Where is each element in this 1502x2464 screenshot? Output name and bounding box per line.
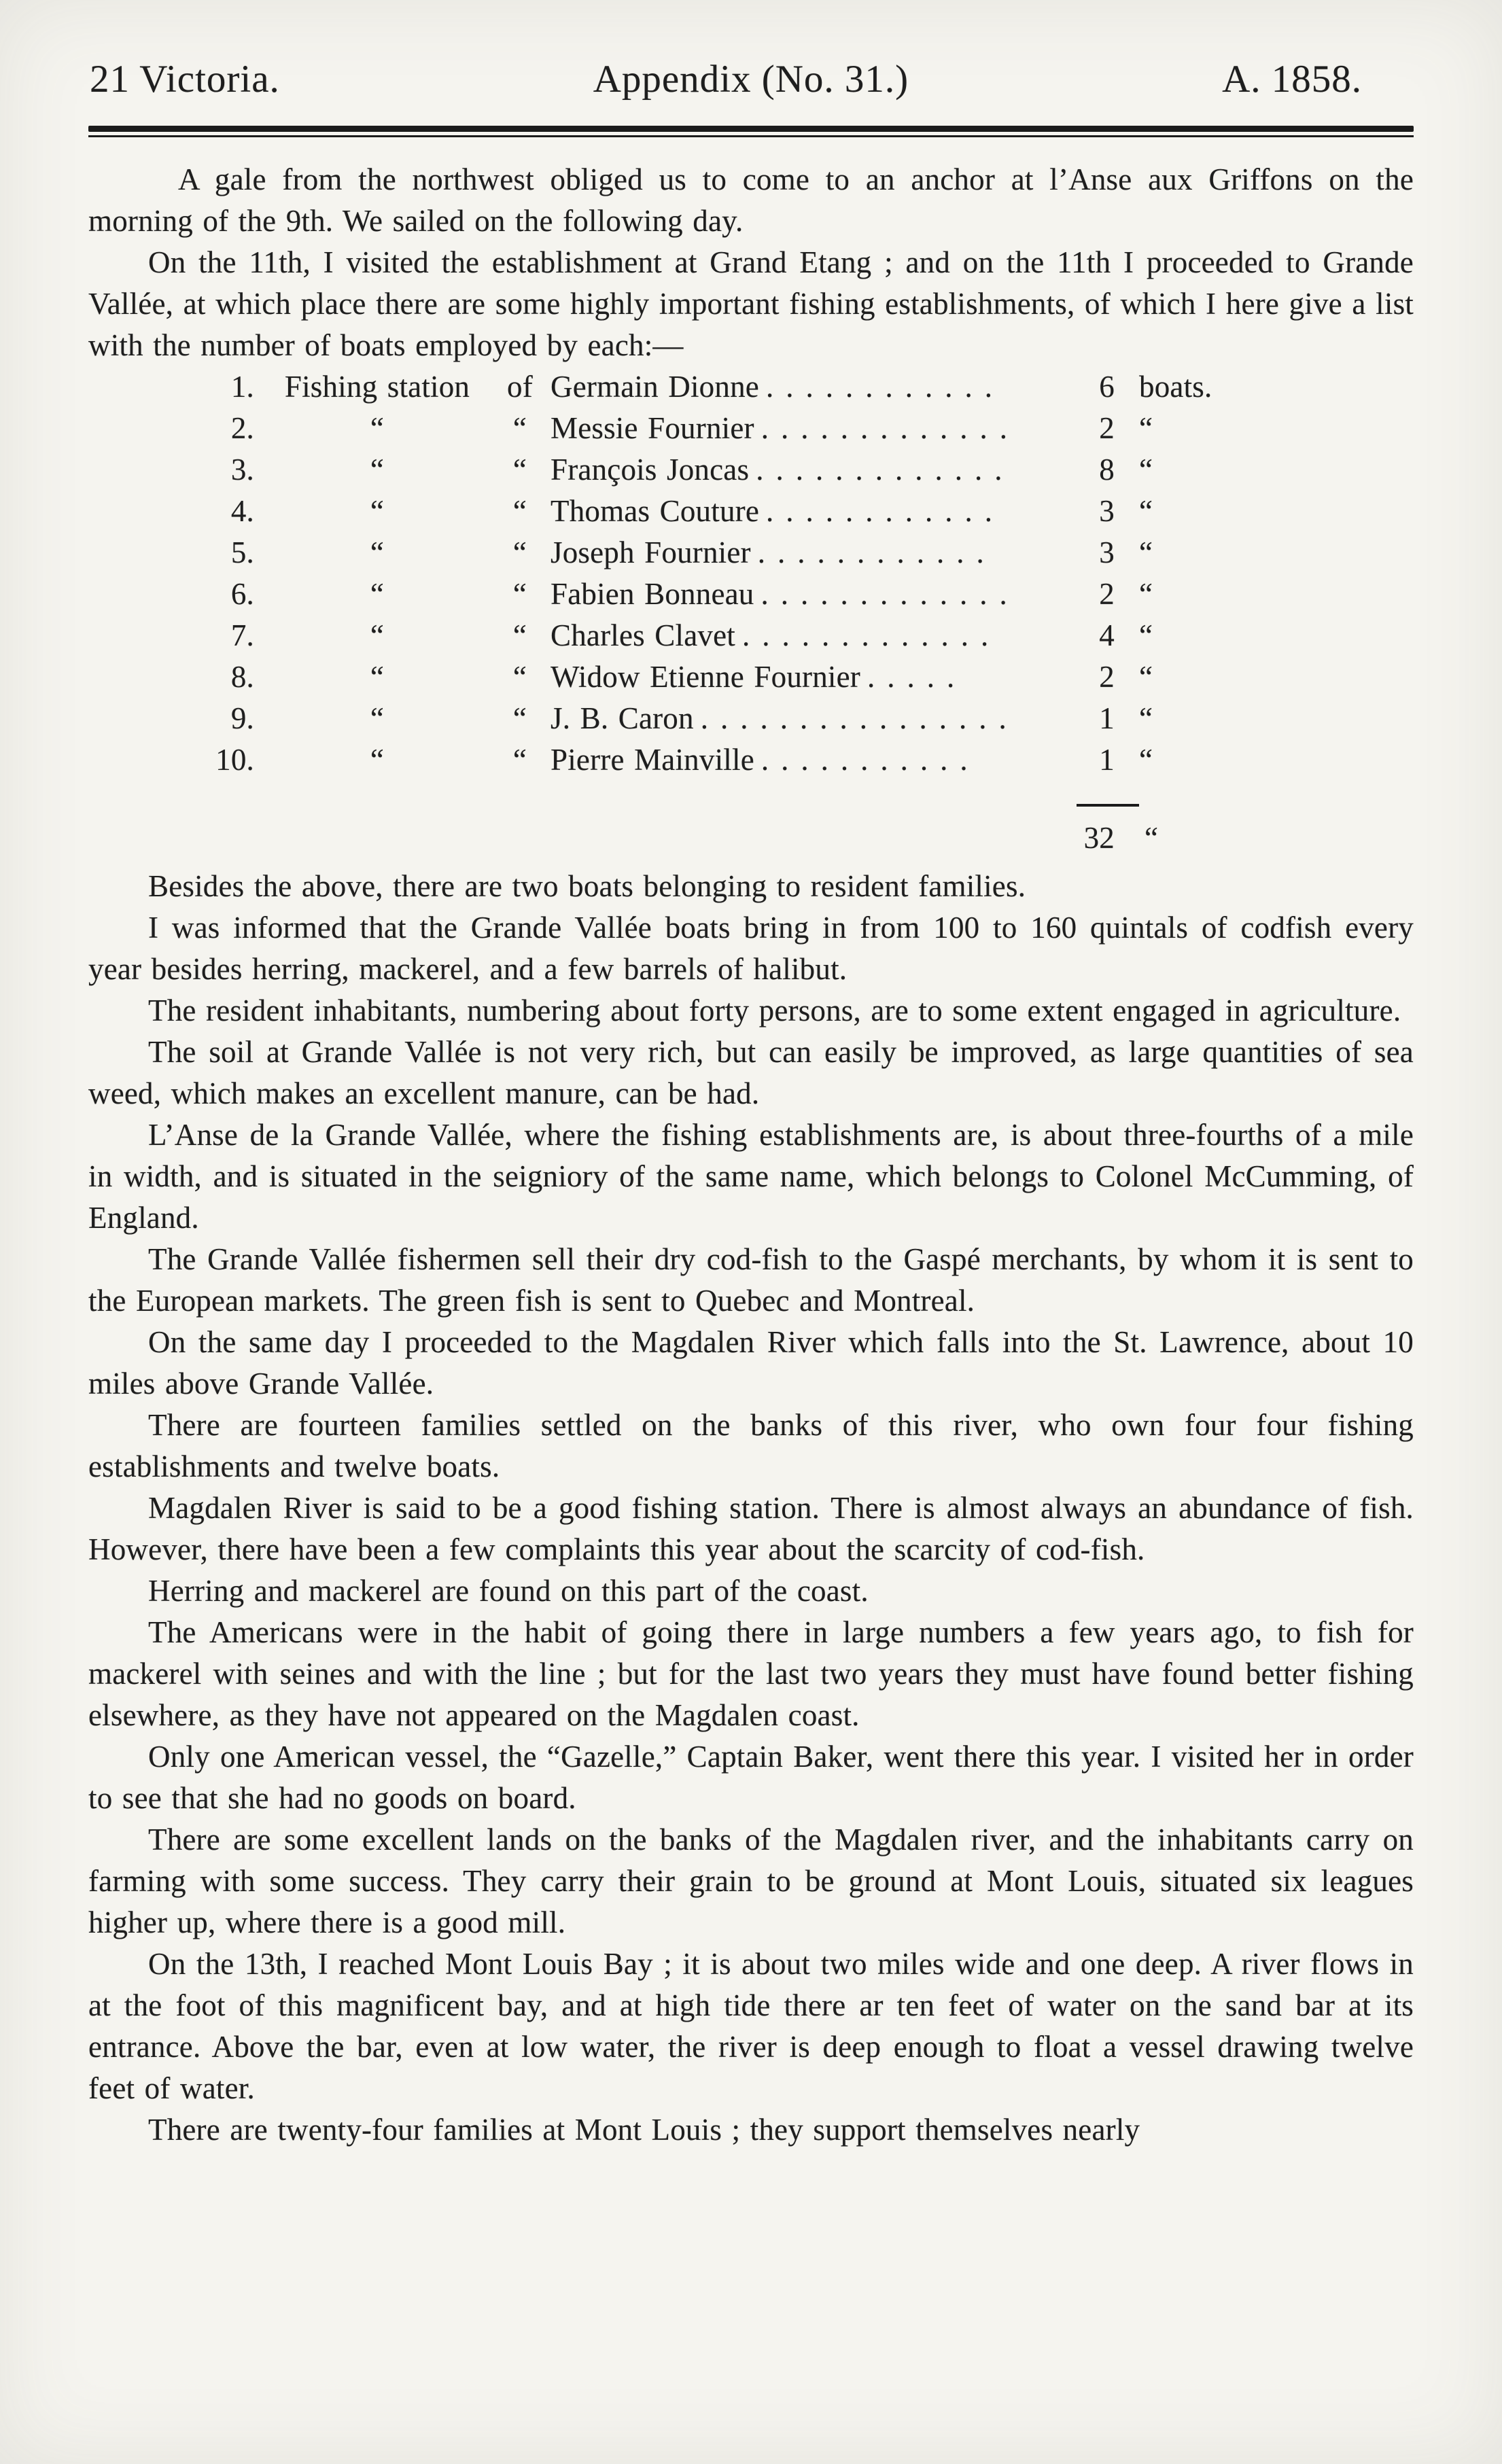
boat-unit: boats. (1139, 370, 1212, 404)
boat-count: 1 (1099, 743, 1115, 777)
list-row (88, 449, 1414, 491)
ditto-mark: “ (370, 494, 385, 528)
fisherman-name: Pierre Mainville (551, 743, 754, 777)
list-row (88, 532, 1414, 574)
fisherman-name-cell (551, 532, 1067, 574)
fisherman-name: Germain Dionne (551, 370, 759, 404)
paragraph: On the 13th, I reached Mont Louis Bay ; it is about two miles wide and one deep. A river flows in at the foot of this magnificent bay, and at high tide there ar ten feet of water on the sand bar at its entrance. Above the bar, even at low water, the river is deep enough to float a vessel drawing twelve feet of water. (88, 1947, 1414, 2105)
paragraph: On the same day I proceeded to the Magdalen River which falls into the St. Lawrence, about 10 miles above Grande Vallée. (88, 1325, 1414, 1401)
regnal-year-label: 21 Victoria. (90, 58, 280, 101)
list-row (88, 366, 1414, 408)
ditto-mark: “ (1139, 701, 1153, 735)
ditto-mark: “ (1139, 453, 1153, 487)
ditto-mark: “ (1139, 411, 1153, 445)
document-body (88, 159, 1414, 2151)
boat-count: 3 (1099, 535, 1115, 569)
leader-dots: ............ (766, 494, 1005, 528)
ditto-mark: “ (370, 577, 385, 611)
paragraph: Besides the above, there are two boats belonging to resident families. (148, 869, 1026, 903)
list-row (88, 408, 1414, 449)
boat-count: 2 (1099, 660, 1115, 694)
ditto-mark: “ (370, 535, 385, 569)
rule-thick (88, 126, 1414, 132)
fisherman-name-cell (551, 615, 1067, 656)
ditto-mark: “ (512, 660, 527, 694)
fisherman-name-cell (551, 366, 1067, 408)
list-row (88, 615, 1414, 656)
appendix-title: Appendix (No. 31.) (593, 58, 909, 101)
paragraph: The soil at Grande Vallée is not very rich, but can easily be improved, as large quantities of sea weed, which makes an excellent manure, can be had. (88, 1035, 1414, 1110)
fisherman-name: François Joncas (551, 453, 750, 487)
fisherman-name-cell (551, 739, 1067, 781)
ditto-mark: “ (512, 494, 527, 528)
paragraph: On the 11th, I visited the establishment at Grand Etang ; and on the 11th I proceeded to Grande Vallée, at which place there are some highly important fishing establishments, of which I here give a list with the number of boats employed by each:— (88, 245, 1414, 362)
boat-count: 1 (1099, 701, 1115, 735)
paragraph: A gale from the northwest obliged us to come to an anchor at l’Anse aux Griffons on the morning of the 9th. We sailed on the following day. (88, 162, 1414, 238)
ditto-mark: “ (370, 411, 385, 445)
list-row (88, 574, 1414, 615)
leader-dots: ............. (761, 411, 1019, 445)
station-column: Fishing station (284, 370, 470, 404)
ditto-mark: “ (370, 453, 385, 487)
paragraph: The Americans were in the habit of going there in large numbers a few years ago, to fish for mackerel with seines and with the line ; but for the last two years they must have found better fishing elsewhere, as they have not appeared on the Magdalen coast. (88, 1615, 1414, 1732)
paragraph: There are fourteen families settled on the banks of this river, who own four four fishing establishments and twelve boats. (88, 1408, 1414, 1483)
fisherman-name: Fabien Bonneau (551, 577, 754, 611)
fisherman-name-cell (551, 656, 1067, 698)
row-number: 2. (230, 411, 254, 445)
row-number: 9. (230, 701, 254, 735)
leader-dots: ............ (757, 535, 996, 569)
paragraph: There are some excellent lands on the banks of the Magdalen river, and the inhabitants carry on farming with some success. They carry their grain to be ground at Mont Louis, situated six leagues higher up, where there is a good mill. (88, 1823, 1414, 1939)
boat-count: 3 (1099, 494, 1115, 528)
row-number: 7. (230, 618, 254, 652)
ditto-mark: “ (370, 743, 385, 777)
leader-dots: ............. (761, 577, 1019, 611)
paragraph: L’Anse de la Grande Vallée, where the fishing establishments are, is about three-fourths of a mile in width, and is situated in the seigniory of the same name, which belongs to Colonel McCumming, of England. (88, 1118, 1414, 1235)
paragraph: The resident inhabitants, numbering about forty persons, are to some extent engaged in agriculture. (148, 993, 1401, 1027)
ditto-mark: “ (512, 411, 527, 445)
paragraph: There are twenty-four families at Mont Louis ; they support themselves nearly (148, 2113, 1140, 2147)
list-row (88, 739, 1414, 781)
row-number: 1. (230, 370, 254, 404)
leader-dots: ............. (756, 453, 1015, 487)
total-row (1067, 804, 1414, 859)
fisherman-name: Thomas Couture (551, 494, 760, 528)
list-row (88, 491, 1414, 532)
boat-count: 4 (1099, 618, 1115, 652)
boat-count: 8 (1099, 453, 1115, 487)
fisherman-name-cell (551, 449, 1067, 491)
paragraph: The Grande Vallée fishermen sell their dry cod-fish to the Gaspé merchants, by whom it is sent to the European markets. The green fish is sent to Quebec and Montreal. (88, 1242, 1414, 1318)
paragraph: Only one American vessel, the “Gazelle,” Captain Baker, went there this year. I visited her in order to see that she had no goods on board. (88, 1740, 1414, 1815)
fisherman-name-cell (551, 574, 1067, 615)
boat-count: 6 (1099, 370, 1115, 404)
row-number: 6. (230, 577, 254, 611)
header-double-rule (88, 126, 1414, 137)
fisherman-name: J. B. Caron (551, 701, 694, 735)
ditto-mark: “ (512, 577, 527, 611)
leader-dots: ............. (741, 618, 1001, 652)
boat-count: 2 (1099, 411, 1115, 445)
fisherman-name-cell (551, 491, 1067, 532)
ditto-mark: “ (1139, 577, 1153, 611)
ditto-mark: “ (370, 701, 385, 735)
ditto-mark: “ (512, 618, 527, 652)
page-header (88, 38, 1414, 101)
of-column: of (507, 370, 533, 404)
list-row (88, 698, 1414, 739)
fisherman-name: Joseph Fournier (551, 535, 751, 569)
row-number: 4. (230, 494, 254, 528)
ditto-mark: “ (512, 535, 527, 569)
list-row (88, 656, 1414, 698)
ditto-mark: “ (1139, 743, 1153, 777)
total-boat-count: 32 (1083, 821, 1115, 855)
paragraph: Herring and mackerel are found on this part of the coast. (148, 1574, 869, 1608)
fisherman-name: Messie Fournier (551, 411, 754, 445)
leader-dots: ..... (867, 660, 967, 694)
ditto-mark: “ (1145, 821, 1159, 855)
fisherman-name-cell (551, 698, 1067, 739)
ditto-mark: “ (1139, 618, 1153, 652)
sum-rule (1077, 804, 1139, 807)
ditto-mark: “ (512, 453, 527, 487)
ditto-mark: “ (512, 701, 527, 735)
fishing-station-list (88, 366, 1414, 859)
row-number: 5. (230, 535, 254, 569)
year-label: A. 1858. (1222, 58, 1362, 101)
paragraph: I was informed that the Grande Vallée boats bring in from 100 to 160 quintals of codfish every year besides herring, mackerel, and a few barrels of halibut. (88, 911, 1414, 986)
row-number: 10. (215, 743, 254, 777)
ditto-mark: “ (1139, 494, 1153, 528)
paragraph: Magdalen River is said to be a good fishing station. There is almost always an abundance of fish. However, there have been a few complaints this year about the scarcity of cod-fish. (88, 1491, 1414, 1566)
leader-dots: ................ (700, 701, 1019, 735)
leader-dots: ............ (765, 370, 1005, 404)
ditto-mark: “ (1139, 660, 1153, 694)
row-number: 3. (230, 453, 254, 487)
row-number: 8. (230, 660, 254, 694)
fisherman-name: Charles Clavet (551, 618, 735, 652)
boat-count: 2 (1099, 577, 1115, 611)
fisherman-name-cell (551, 408, 1067, 449)
total-line (1067, 817, 1414, 859)
ditto-mark: “ (370, 660, 385, 694)
fisherman-name: Widow Etienne Fournier (551, 660, 860, 694)
rule-thin (88, 135, 1414, 137)
leader-dots: ........... (761, 743, 980, 777)
ditto-mark: “ (370, 618, 385, 652)
ditto-mark: “ (512, 743, 527, 777)
ditto-mark: “ (1139, 535, 1153, 569)
